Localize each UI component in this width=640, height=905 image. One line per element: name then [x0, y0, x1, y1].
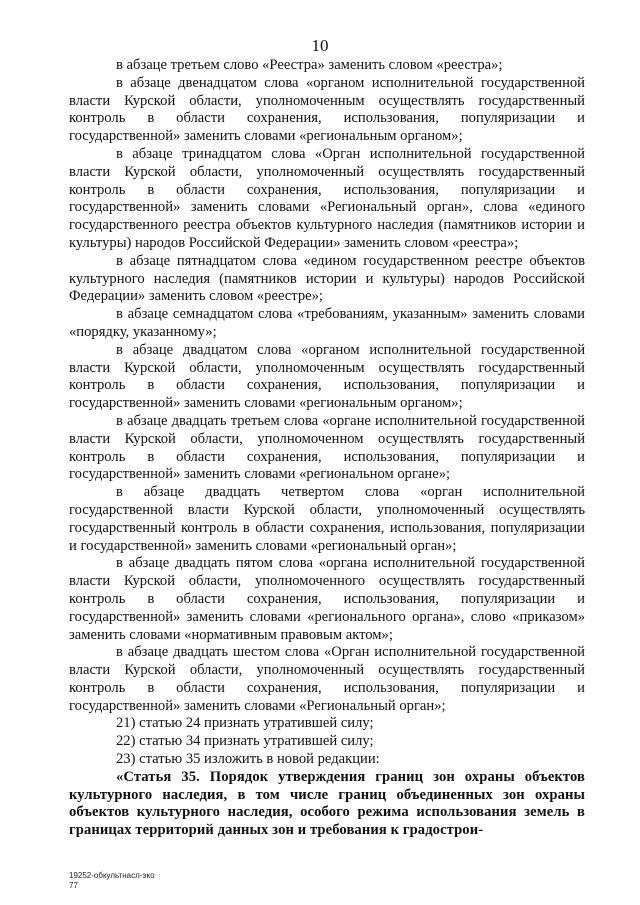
footer-document-code: 19252-обкультнасл-эко	[69, 871, 155, 880]
paragraph: 21) статью 24 признать утратившей силу;	[116, 715, 374, 732]
paragraph: в абзаце двадцать пятом слова «органа исполнительной государственной власти Курской области, уполномоченного осуществлять государственный контроль в области сохранения, использования, популяризации и государственной» заменить словами «регионального органа», слово «приказом» заменить словами «нормативным правовым актом»;	[69, 555, 585, 643]
document-footer	[69, 871, 155, 891]
paragraph: в абзаце тринадцатом слова «Орган исполнительной государственной власти Курской области, уполномоченный осуществлять государственный контроль в области сохранения, использования, популяризации и государственной» заменить словами «Региональный орган», слова «единого государственного реестра объектов культурного наследия (памятников истории и культуры) народов Российской Федерации» заменить словом «реестра»;	[69, 145, 585, 251]
paragraph: в абзаце пятнадцатом слова «едином государственном реестре объектов культурного наследия (памятников истории и культуры) народов Российской Федерации» заменить словом «реестре»;	[69, 252, 585, 305]
paragraph: в абзаце третьем слово «Реестра» заменить словом «реестра»;	[116, 57, 503, 73]
paragraph: 23) статью 35 изложить в новой редакции:	[116, 751, 380, 768]
paragraph: в абзаце двадцать четвертом слова «орган исполнительной государственной власти Курской области, уполномоченный осуществлять государственный контроль в области сохранения, использования, популяризации и государственной» заменить словами «региональный орган»;	[69, 484, 585, 554]
paragraph: в абзаце двадцатом слова «органом исполнительной государственной власти Курской области, уполномоченным осуществлять государственный контроль в области сохранения, использования, популяризации и государственной» заменить словами «региональным органом»;	[69, 341, 585, 412]
paragraph: в абзаце двадцать третьем слова «органе исполнительной государственной власти Курской области, уполномоченном осуществлять государственный контроль в области сохранения, использования, популяризации и государственной» заменить словами «региональном органе»;	[69, 412, 585, 483]
footer-page-code: 77	[69, 881, 78, 890]
paragraph: 22) статью 34 признать утратившей силу;	[116, 733, 374, 750]
page-number: 10	[311, 36, 329, 55]
paragraph: в абзаце двенадцатом слова «органом исполнительной государственной власти Курской области, уполномоченным осуществлять государственный контроль в области сохранения, использования, популяризации и государственной» заменить словами «региональным органом»;	[69, 74, 585, 145]
paragraph: в абзаце семнадцатом слова «требованиям, указанным» заменить словами «порядку, указанному»;	[69, 306, 585, 340]
paragraph: в абзаце двадцать шестом слова «Орган исполнительной государственной власти Курской области, уполномоченный осуществлять государственный контроль в области сохранения, использования, популяризации и государственной» заменить словами «Региональный орган»;	[69, 644, 585, 714]
document-body	[69, 57, 585, 840]
paragraph: «Статья 35. Порядок утверждения границ зон охраны объектов культурного наследия, в том числе границ объединенных зон охраны объектов культурного наследия, особого режима использования земель в границах территорий данных зон и требования к градострои-	[69, 768, 585, 839]
